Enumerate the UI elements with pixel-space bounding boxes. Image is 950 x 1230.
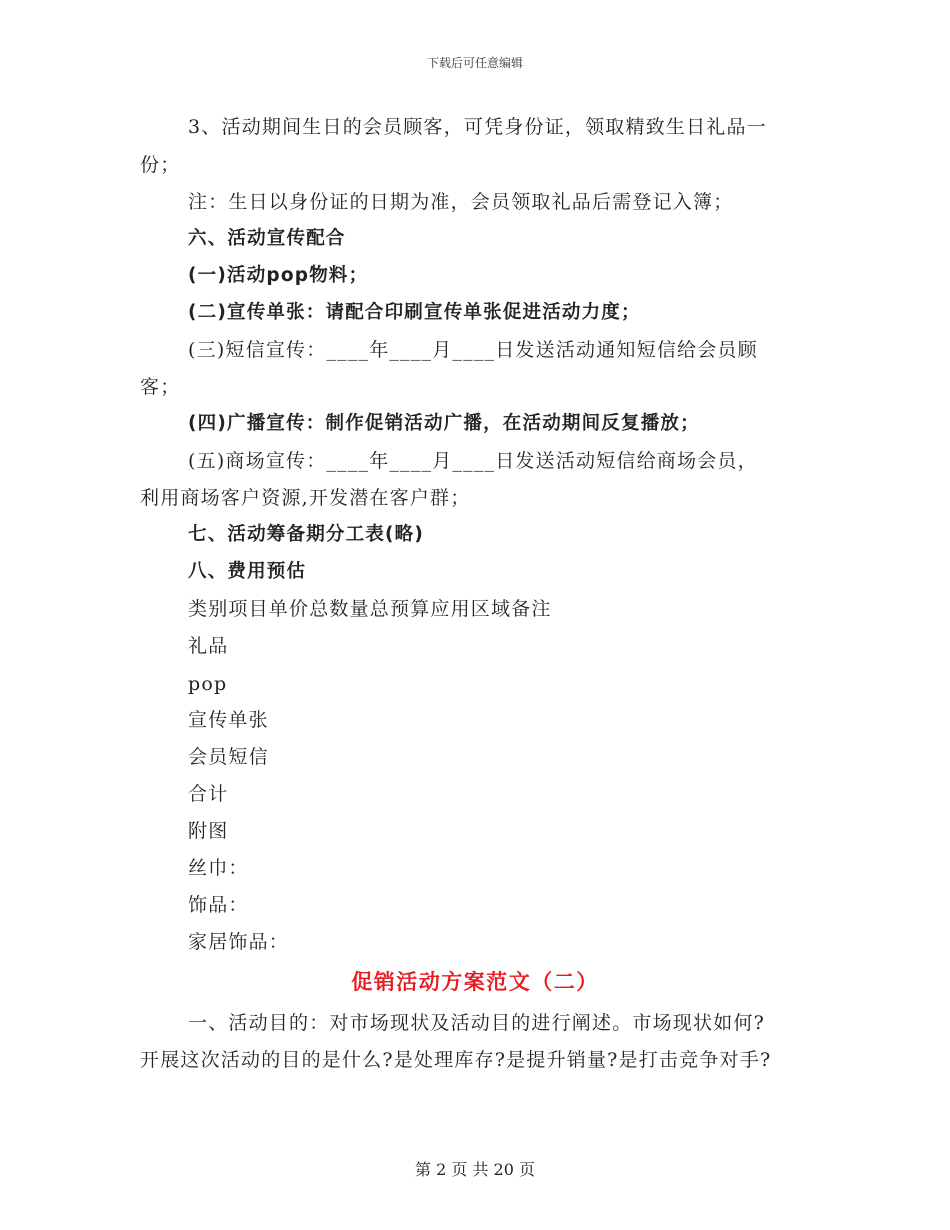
budget-row-total: 合计	[188, 783, 229, 805]
section-heading-budget: 八、费用预估	[188, 561, 307, 582]
publicity-item-pop: (一)活动pop物料；	[188, 265, 369, 286]
publicity-item-sms: (三)短信宣传：____年____月____日发送活动通知短信给会员顾	[188, 339, 758, 361]
budget-row-sms: 会员短信	[188, 746, 269, 768]
page-header: 下载后可任意编辑	[426, 56, 523, 70]
attachment-home-decor: 家居饰品：	[188, 931, 290, 953]
section-title: 促销活动方案范文（二）	[351, 970, 599, 994]
budget-row-pop: pop	[188, 673, 228, 695]
attachment-scarf: 丝巾：	[188, 857, 249, 879]
budget-row-gift: 礼品	[188, 635, 229, 657]
publicity-item-flyer: (二)宣传单张：请配合印刷宣传单张促进活动力度；	[188, 302, 641, 323]
budget-row-flyer: 宣传单张	[188, 709, 269, 731]
publicity-item-broadcast: (四)广播宣传：制作促销活动广播，在活动期间反复播放；	[188, 413, 700, 434]
budget-table-header: 类别项目单价总数量总预算应用区域备注	[188, 598, 552, 620]
attachment-heading: 附图	[188, 820, 229, 842]
purpose-paragraph-cont: 开展这次活动的目的是什么?是处理库存?是提升销量?是打击竞争对手?	[140, 1049, 772, 1071]
page-number: 第 2 页 共 20 页	[415, 1160, 535, 1179]
publicity-item-sms-cont: 客；	[140, 376, 181, 398]
publicity-item-mall-cont: 利用商场客户资源,开发潜在客户群；	[140, 487, 471, 509]
section-heading-publicity: 六、活动宣传配合	[188, 228, 346, 249]
birthday-gift-line: 3、活动期间生日的会员顾客，可凭身份证，领取精致生日礼品一	[188, 116, 767, 138]
attachment-accessories: 饰品：	[188, 894, 249, 916]
publicity-item-mall: (五)商场宣传：____年____月____日发送活动短信给商场会员，	[188, 450, 758, 472]
birthday-note: 注：生日以身份证的日期为准，会员领取礼品后需登记入簿；	[188, 191, 734, 213]
section-heading-schedule: 七、活动筹备期分工表(略)	[188, 524, 425, 545]
purpose-paragraph: 一、活动目的：对市场现状及活动目的进行阐述。市场现状如何?	[188, 1012, 765, 1034]
birthday-gift-line-cont: 份；	[140, 154, 181, 176]
